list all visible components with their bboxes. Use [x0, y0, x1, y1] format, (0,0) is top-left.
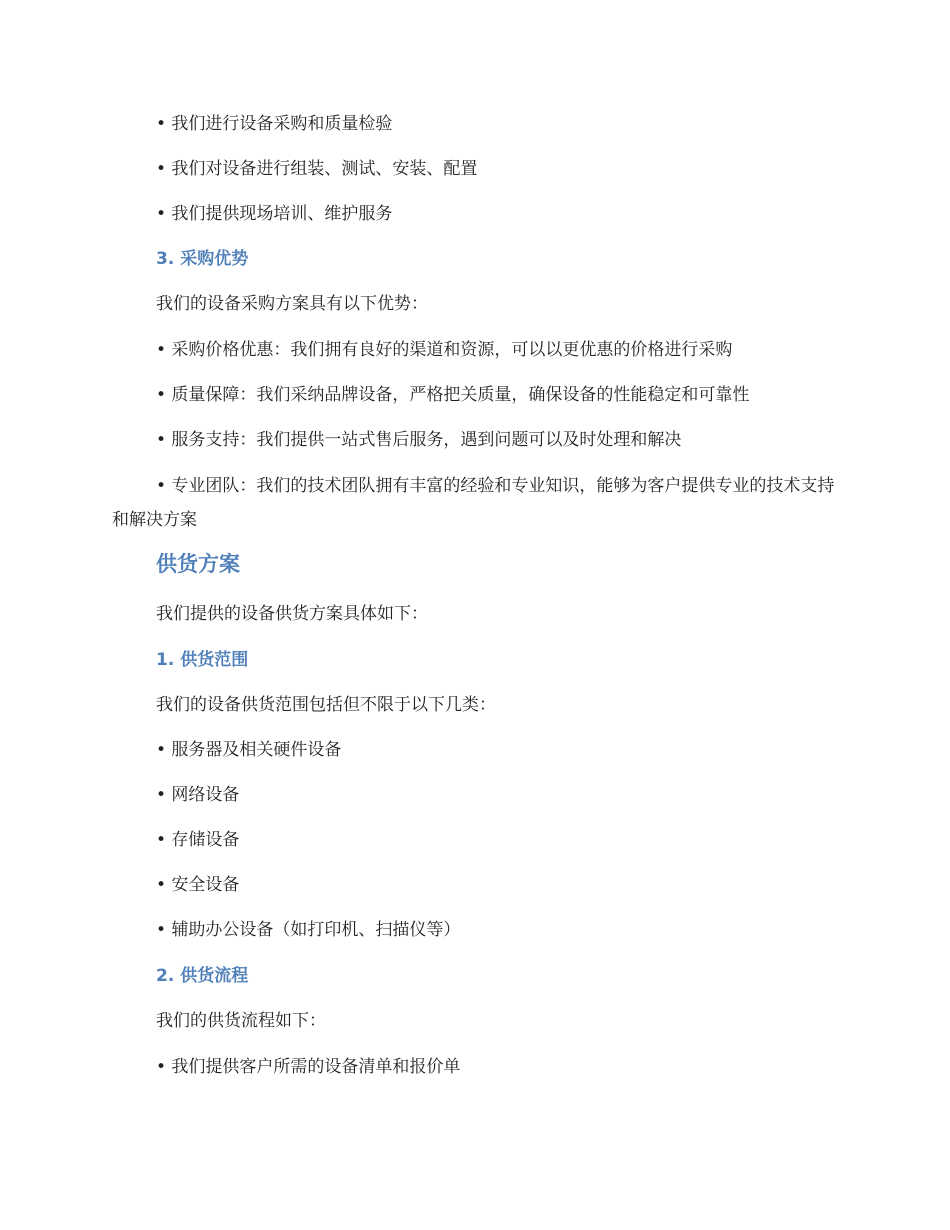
section-heading-scope: 1. 供货范围: [156, 650, 249, 670]
list-item: • 服务支持：我们提供一站式售后服务，遇到问题可以及时处理和解决: [156, 430, 682, 450]
section-heading-process: 2. 供货流程: [156, 966, 249, 986]
list-item: • 我们进行设备采购和质量检验: [156, 114, 393, 134]
list-item: • 网络设备: [156, 785, 240, 805]
list-item: • 安全设备: [156, 875, 240, 895]
list-item-wrapped: • 专业团队：我们的技术团队拥有丰富的经验和专业知识，能够为客户提供专业的技术支持和解决方案: [112, 476, 835, 530]
list-item: • 我们提供客户所需的设备清单和报价单: [156, 1057, 461, 1077]
list-item: • 辅助办公设备（如打印机、扫描仪等）: [156, 920, 461, 940]
list-item: • 服务器及相关硬件设备: [156, 740, 342, 760]
paragraph: 我们的设备供货范围包括但不限于以下几类：: [156, 695, 496, 715]
section-heading-advantages: 3. 采购优势: [156, 249, 249, 269]
paragraph: 我们的供货流程如下：: [156, 1011, 326, 1031]
list-item: • 我们对设备进行组装、测试、安装、配置: [156, 159, 478, 179]
list-item: • 存储设备: [156, 830, 240, 850]
list-item: • 我们提供现场培训、维护服务: [156, 204, 393, 224]
section-heading-supply: 供货方案: [156, 552, 240, 576]
paragraph: 我们的设备采购方案具有以下优势：: [156, 294, 428, 314]
paragraph: 我们提供的设备供货方案具体如下：: [156, 604, 428, 624]
list-item: • 质量保障：我们采纳品牌设备，严格把关质量，确保设备的性能稳定和可靠性: [156, 385, 750, 405]
list-item: • 采购价格优惠：我们拥有良好的渠道和资源，可以以更优惠的价格进行采购: [156, 340, 733, 360]
